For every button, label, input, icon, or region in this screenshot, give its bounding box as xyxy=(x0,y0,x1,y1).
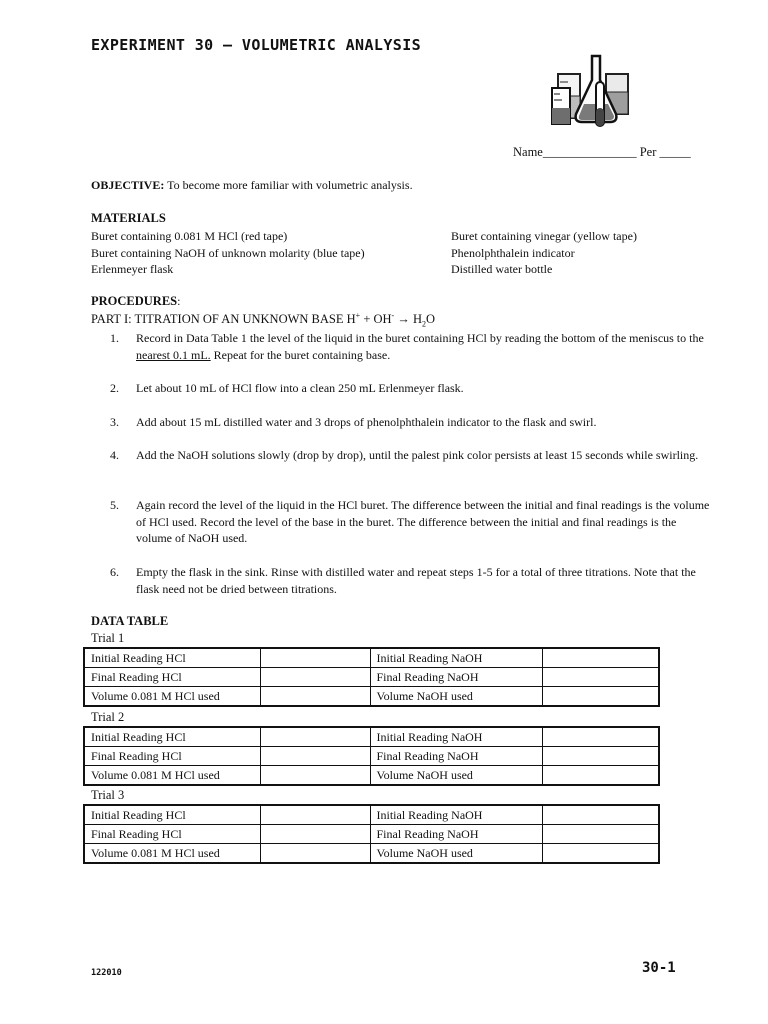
trial-2-table xyxy=(83,726,660,786)
material-item: Erlenmeyer flask xyxy=(91,262,174,276)
table-row xyxy=(84,805,659,825)
row-label: Final Reading HCl xyxy=(84,747,260,766)
entry-cell[interactable] xyxy=(542,747,659,766)
row-label: Initial Reading NaOH xyxy=(370,648,542,668)
row-label: Final Reading HCl xyxy=(84,668,260,687)
procedures-heading: PROCEDURES: xyxy=(91,294,181,308)
material-item: Distilled water bottle xyxy=(451,262,553,276)
row-label: Initial Reading HCl xyxy=(84,648,260,668)
procedure-step: 4. Add the NaOH solutions slowly (drop by drop), until the palest pink color persists at least 15 seconds while swirling. xyxy=(110,448,699,462)
objective xyxy=(91,178,413,193)
entry-cell[interactable] xyxy=(260,825,370,844)
row-label: Volume 0.081 M HCl used xyxy=(84,766,260,786)
row-label: Volume NaOH used xyxy=(370,766,542,786)
table-row xyxy=(84,844,659,864)
row-label: Volume 0.081 M HCl used xyxy=(84,687,260,707)
document-code: 122010 xyxy=(91,968,122,978)
materials-left-list xyxy=(91,228,365,278)
entry-cell[interactable] xyxy=(260,766,370,786)
row-label: Final Reading NaOH xyxy=(370,668,542,687)
table-row xyxy=(84,766,659,786)
entry-cell[interactable] xyxy=(260,727,370,747)
procedure-step: 6. Empty the flask in the sink. Rinse with distilled water and repeat steps 1-5 for a total of three titrations. Note that the flask need not be dried between titrations. xyxy=(110,565,696,596)
trial-label: Trial 2 xyxy=(91,710,125,724)
table-row xyxy=(84,825,659,844)
row-label: Final Reading HCl xyxy=(84,825,260,844)
procedure-steps xyxy=(110,330,710,598)
page-title: EXPERIMENT 30 – VOLUMETRIC ANALYSIS xyxy=(91,36,422,54)
material-item: Buret containing NaOH of unknown molarity (blue tape) xyxy=(91,245,365,260)
row-label: Final Reading NaOH xyxy=(370,747,542,766)
procedure-step: 1. Record in Data Table 1 the level of the liquid in the buret containing HCl by reading the bottom of the meniscus to the nearest 0.1 mL. Repeat for the buret containing base. xyxy=(110,331,704,362)
entry-cell[interactable] xyxy=(260,648,370,668)
row-label: Initial Reading HCl xyxy=(84,805,260,825)
trial-label: Trial 3 xyxy=(91,788,125,802)
name-period-line: Name_______________ Per _____ xyxy=(513,145,691,159)
row-label: Volume NaOH used xyxy=(370,687,542,707)
table-row xyxy=(84,668,659,687)
page-number: 30-1 xyxy=(642,960,676,976)
part-title: PART I: TITRATION OF AN UNKNOWN BASE $H^+ + OH^- \to H_2O$ xyxy=(91,311,436,329)
row-label: Final Reading NaOH xyxy=(370,825,542,844)
table-row xyxy=(84,648,659,668)
objective-text: To become more familiar with volumetric analysis. xyxy=(164,178,413,192)
entry-cell[interactable] xyxy=(260,844,370,864)
entry-cell[interactable] xyxy=(542,668,659,687)
entry-cell[interactable] xyxy=(260,687,370,707)
procedure-step: 2. Let about 10 mL of HCl flow into a clean 250 mL Erlenmeyer flask. xyxy=(110,381,464,395)
entry-cell[interactable] xyxy=(260,805,370,825)
row-label: Initial Reading HCl xyxy=(84,727,260,747)
entry-cell[interactable] xyxy=(260,668,370,687)
row-label: Initial Reading NaOH xyxy=(370,805,542,825)
entry-cell[interactable] xyxy=(542,844,659,864)
entry-cell[interactable] xyxy=(542,687,659,707)
row-label: Volume 0.081 M HCl used xyxy=(84,844,260,864)
table-row xyxy=(84,747,659,766)
entry-cell[interactable] xyxy=(542,825,659,844)
data-table-heading: DATA TABLE xyxy=(91,614,169,628)
material-item: Buret containing 0.081 M HCl (red tape) xyxy=(91,229,288,243)
trial-1-table xyxy=(83,647,660,707)
entry-cell[interactable] xyxy=(260,747,370,766)
table-row xyxy=(84,687,659,707)
lab-glassware-icon xyxy=(548,52,634,128)
material-item: Phenolphthalein indicator xyxy=(451,245,575,260)
row-label: Volume NaOH used xyxy=(370,844,542,864)
trial-3-table xyxy=(83,804,660,864)
materials-right-list xyxy=(451,228,637,278)
entry-cell[interactable] xyxy=(542,805,659,825)
entry-cell[interactable] xyxy=(542,727,659,747)
material-item: Buret containing vinegar (yellow tape) xyxy=(451,229,637,243)
entry-cell[interactable] xyxy=(542,648,659,668)
table-row xyxy=(84,727,659,747)
materials-heading: MATERIALS xyxy=(91,211,166,225)
row-label: Initial Reading NaOH xyxy=(370,727,542,747)
entry-cell[interactable] xyxy=(542,766,659,786)
procedure-step: 5. Again record the level of the liquid in the HCl buret. The difference between the initial and final readings is the volume of HCl used. Record the level of the base in the buret. The difference between the initial and final readings is the volume of NaOH used. xyxy=(110,498,710,545)
procedure-step: 3. Add about 15 mL distilled water and 3 drops of phenolphthalein indicator to the flask and swirl. xyxy=(110,415,597,429)
trial-label: Trial 1 xyxy=(91,631,125,645)
objective-label: OBJECTIVE: xyxy=(91,178,165,192)
